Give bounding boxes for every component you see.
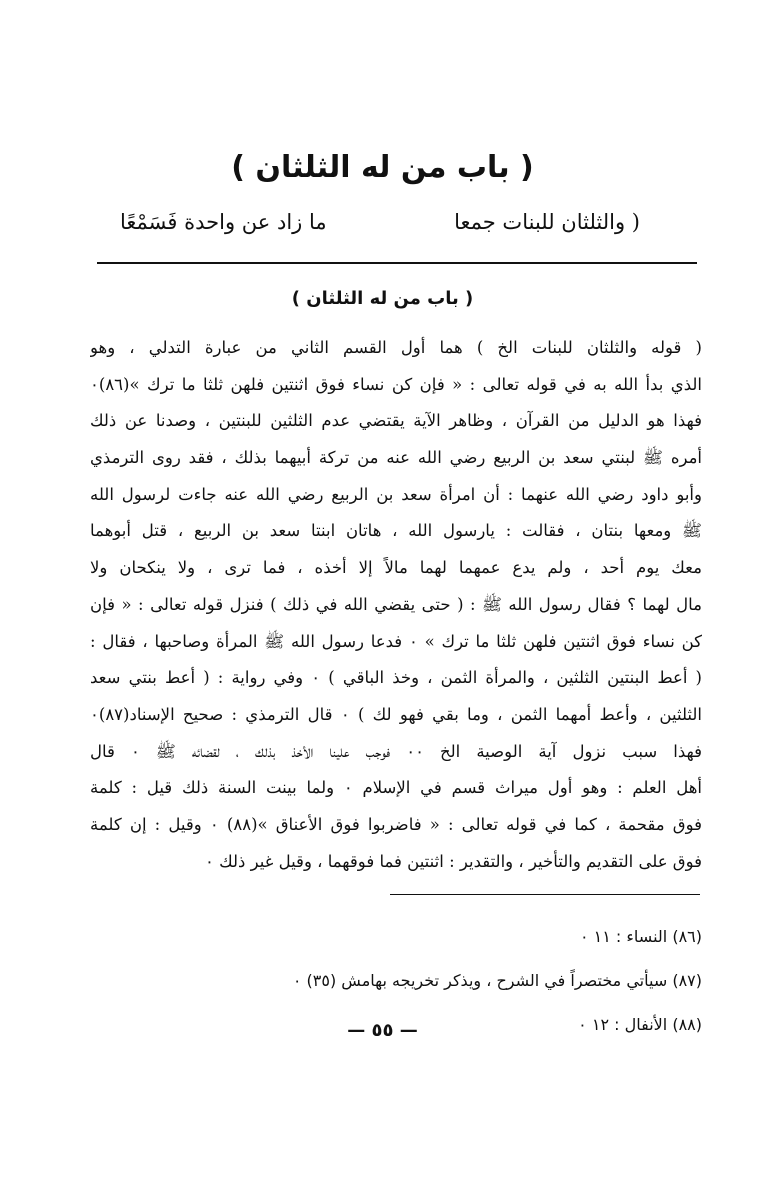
footnote-divider xyxy=(390,894,700,895)
body-line: معك يوم أحد ، ولم يدع عمهما لهما مالاً إلا أخذه ، فما ترى ، ولا ينكحان ولا xyxy=(90,558,702,578)
body-line: وأبو داود رضي الله عنهما : أن امرأة سعد بن الربيع رضي الله عنه جاءت لرسول الله xyxy=(90,484,702,504)
body-line: ﷺ ومعها بنتان ، فقالت : يارسول الله ، هاتان ابنتا سعد بن الربيع ، قتل أبوهما xyxy=(90,521,702,541)
body-line: الثلثين ، وأعط أمهما الثمن ، وما بقي فهو لك ) ٠ قال الترمذي : صحيح الإسناد(٨٧)٠ xyxy=(90,704,702,724)
footnote: (٨٨) الأنفال : ١٢ ٠ xyxy=(578,1015,702,1034)
body-line: كن نساء فوق اثنتين فلهن ثلثا ما ترك » ٠ فدعا رسول الله ﷺ المرأة وصاحبها ، فقال : xyxy=(90,631,702,651)
body-line: أمره ﷺ لبنتي سعد بن الربيع رضي الله عنه من تركة أبيهما بذلك ، فقد روى الترمذي xyxy=(90,448,702,468)
body-line: فوق مقحمة ، كما في قوله تعالى : « فاضربوا فوق الأعناق »(٨٨) ٠ وقيل : إن كلمة xyxy=(90,814,702,834)
body-line: ( قوله والثلثان للبنات الخ ) هما أول القسم الثاني من عبارة التدلي ، وهو xyxy=(90,338,702,357)
chapter-title: ( باب من له الثلثان ) xyxy=(231,150,534,185)
body-line: مال لهما ؟ فقال رسول الله ﷺ : ( حتى يقضي الله في ذلك ) فنزل قوله تعالى : « فإن xyxy=(90,594,702,614)
body-line: أهل العلم : وهو أول ميراث قسم في الإسلام ٠ ولما بينت السنة ذلك قيل : كلمة xyxy=(90,778,702,798)
footnote: (٨٦) النساء : ١١ ٠ xyxy=(579,927,702,946)
body-line: فوق على التقديم والتأخير ، والتقدير : اثنتين فما فوقهما ، وقيل غير ذلك ٠ xyxy=(204,851,702,871)
section-title: ( باب من له الثلثان ) xyxy=(291,288,474,309)
body-line: الذي بدأ الله به في قوله تعالى : « فإن كن نساء فوق اثنتين فلهن ثلثا ما ترك »(٨٦)٠ xyxy=(90,374,702,394)
header-divider xyxy=(97,262,697,264)
body-line: فهذا سبب نزول آية الوصية الخ ٠٠ فوجب علينا الأخذ بذلك ، لقضائه ﷺ ٠ قال xyxy=(90,741,702,761)
footnote: (٨٧) سيأتي مختصراً في الشرح ، ويذكر تخريجه بهامش (٣٥) ٠ xyxy=(292,971,702,990)
verse-second-hemistich: ما زاد عن واحدة فَسَمْعًا xyxy=(120,210,327,234)
verse-line xyxy=(120,202,640,242)
page-number: — ٥٥ — xyxy=(347,1020,418,1041)
verse-first-hemistich: ( والثلثان للبنات جمعا xyxy=(454,210,640,234)
body-text xyxy=(90,330,702,880)
body-line: فهذا هو الدليل من القرآن ، وظاهر الآية يقتضي عدم الثلثين للبنتين ، وصدنا عن ذلك xyxy=(90,411,702,431)
body-line: ( أعط البنتين الثلثين ، والمرأة الثمن ، وخذ الباقي ) ٠ وفي رواية : ( أعط بنتي سعد xyxy=(90,668,702,688)
